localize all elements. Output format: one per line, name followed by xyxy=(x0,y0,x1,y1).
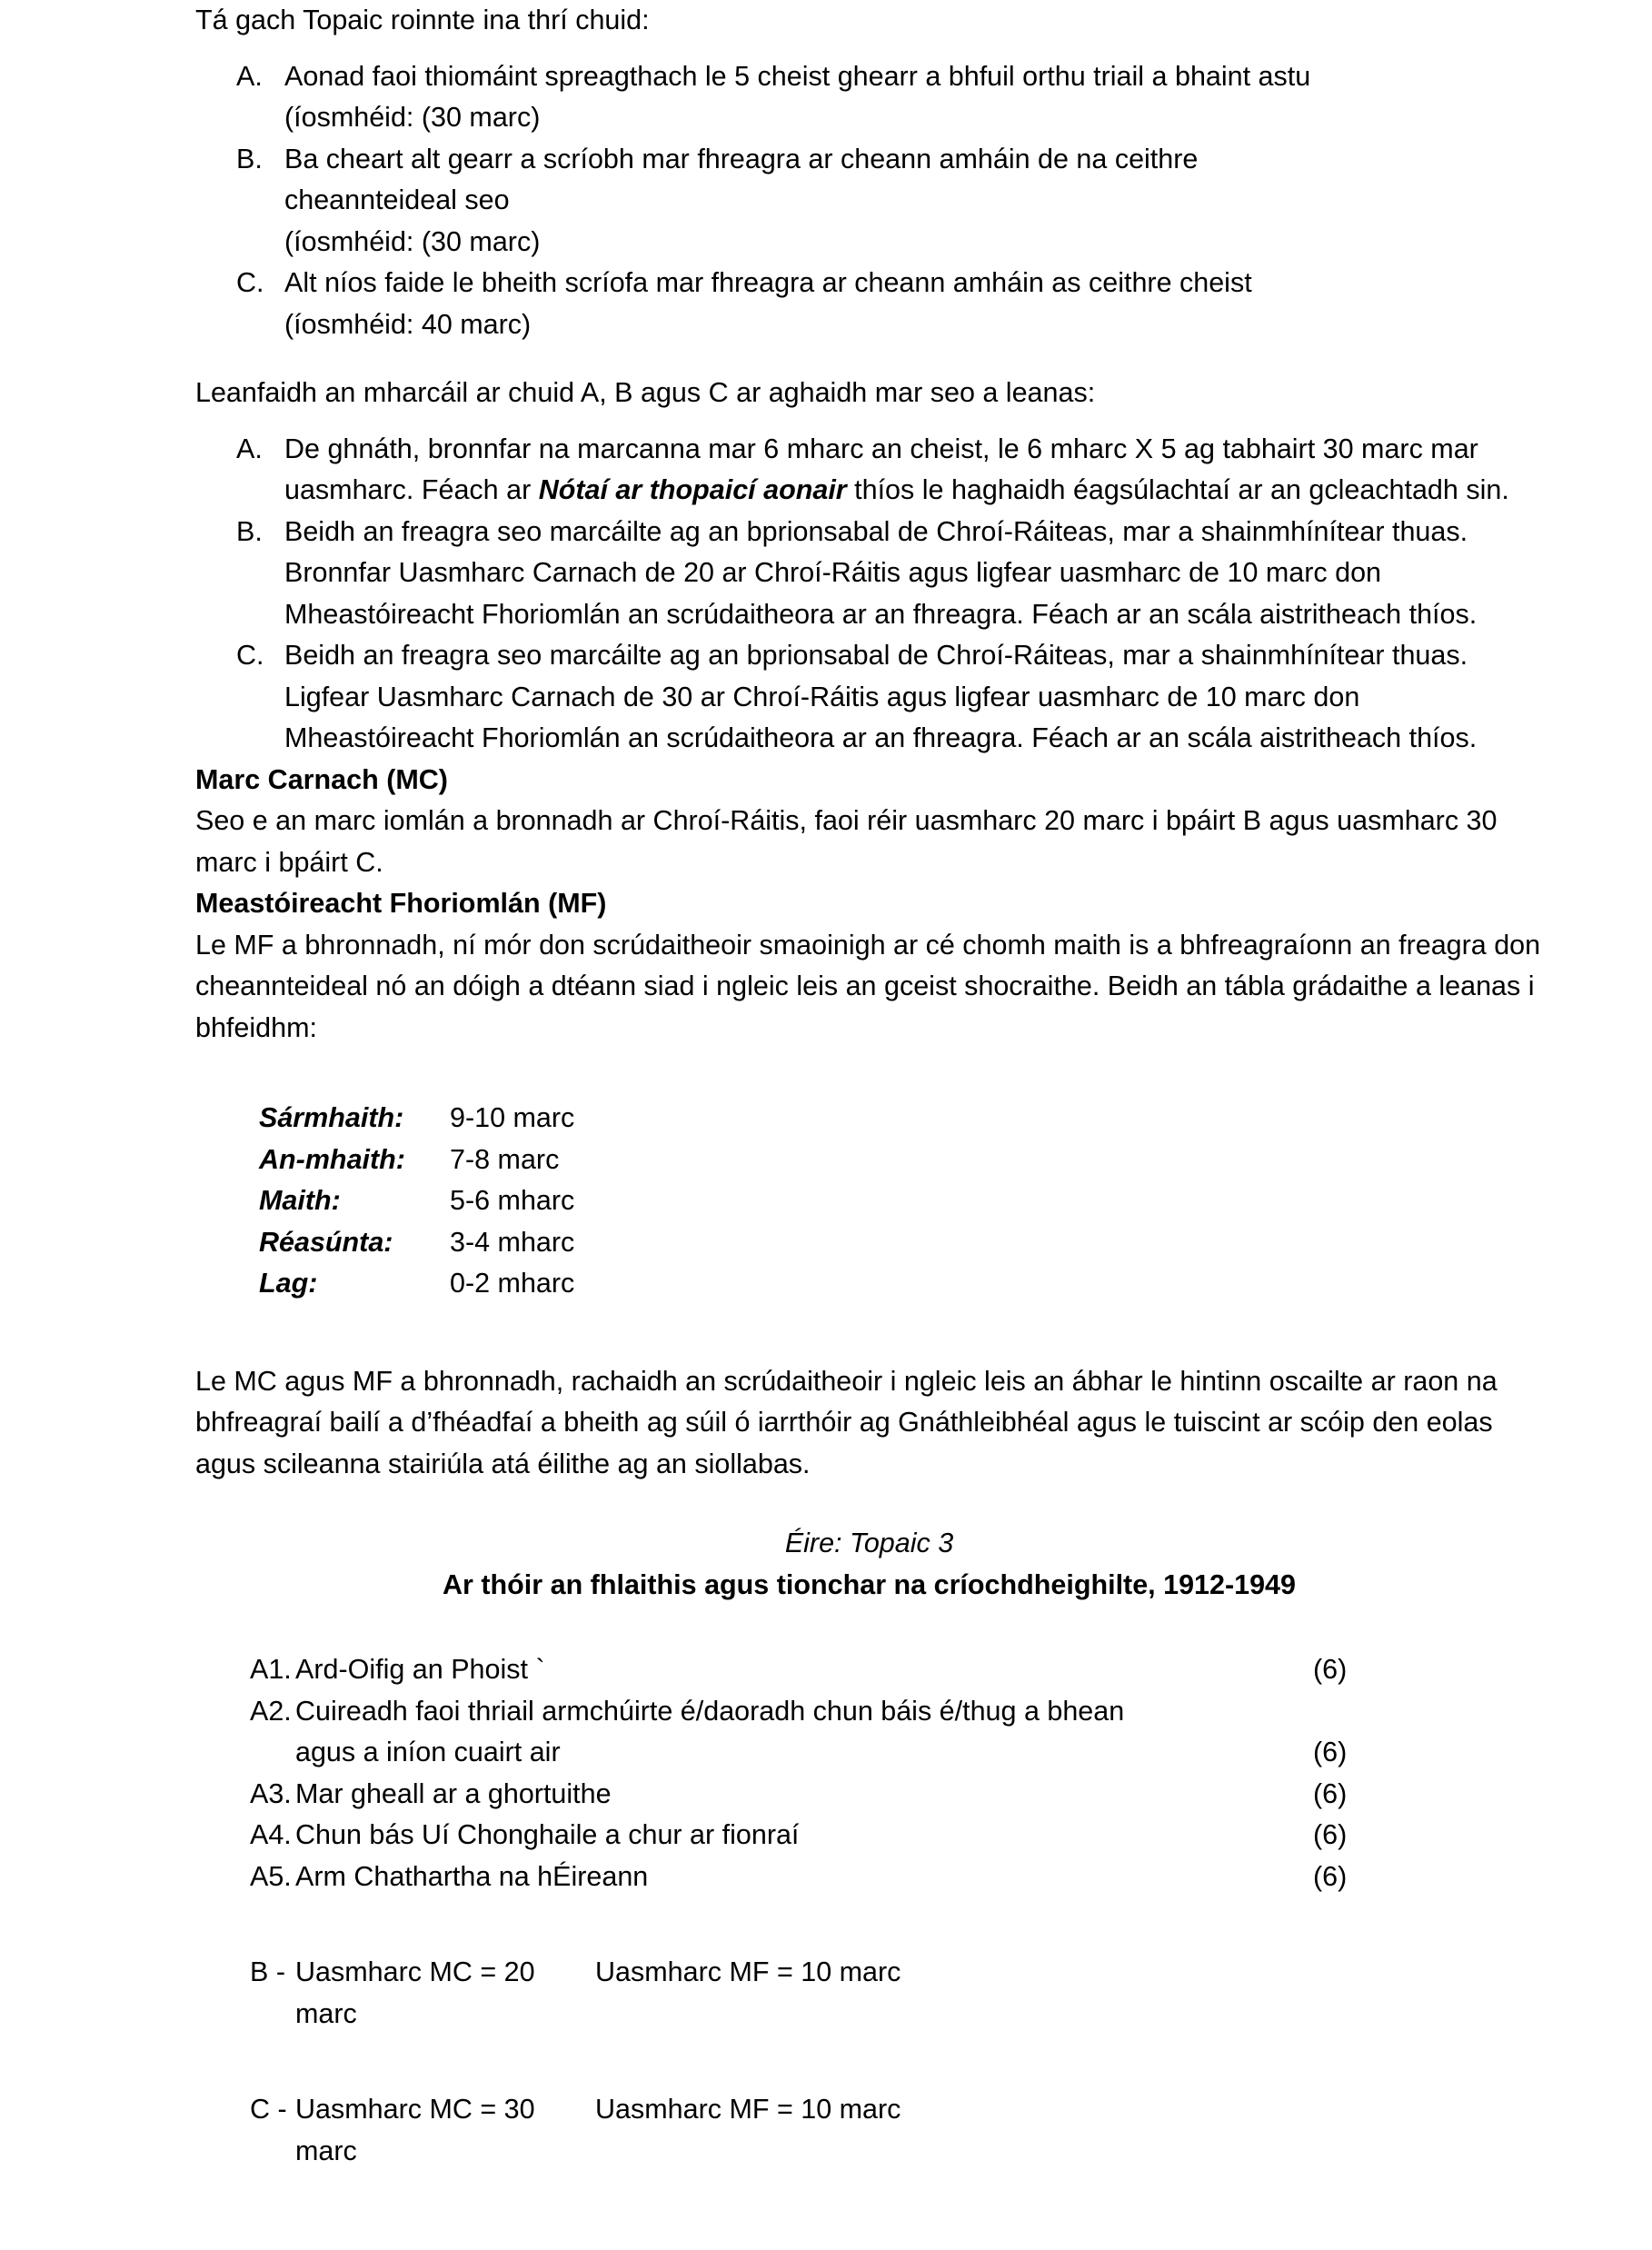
table-row xyxy=(195,1098,750,1140)
list-item xyxy=(195,56,1543,139)
mc-body: Seo e an marc iomlán a bronnadh ar Chroí-Ráitis, faoi réir uasmharc 20 marc i bpáirt B agus uasmharc 30 marc i bpáirt C. xyxy=(195,805,1498,878)
summary-mc: Uasmharc MC = 30 marc xyxy=(295,2094,535,2166)
marking-list xyxy=(195,429,1543,760)
question-marks: (6) xyxy=(1313,1860,1348,1892)
list-item xyxy=(195,635,1543,760)
list-line: Ba cheart alt gearr a scríobh mar fhreagra ar cheann amháin de na ceithre xyxy=(284,143,1199,174)
closing-paragraph: Le MC agus MF a bhronnadh, rachaidh an scrúdaitheoir i ngleic leis an ábhar le hintinn oscailte ar raon na bhfreagraí bailí a d’fhéadfaí a bheith ag súil ó iarrthóir ag Gnáthleibhéal agus le tuiscint ar scóip den eolas agus scileanna stairiúla atá éilithe ag an siollabas. xyxy=(195,1365,1498,1479)
table-row xyxy=(195,1140,750,1181)
list-line: (íosmhéid: 40 marc) xyxy=(284,308,532,340)
list-body xyxy=(284,635,1543,760)
list-item xyxy=(195,263,1543,345)
list-line: (íosmhéid: (30 marc) xyxy=(284,102,541,133)
question-marks: (6) xyxy=(1313,1737,1348,1767)
summary-row xyxy=(195,2089,1543,2172)
list-body xyxy=(284,139,1543,264)
list-item xyxy=(195,512,1543,636)
summary-code: C - xyxy=(250,2094,287,2125)
list-item xyxy=(195,429,1543,512)
question-text xyxy=(295,1691,1297,1774)
question-code: A3. xyxy=(250,1777,292,1809)
marking-text-before: De ghnáth, bronnfar na marcanna mar 6 mharc an cheist, le 6 mharc X 5 ag tabhairt 30 marc mar uasmharc. Féach ar xyxy=(284,433,1478,505)
question-text: Chun bás Uí Chonghaile a chur ar fionraí xyxy=(295,1819,800,1850)
list-line: cheannteideal seo xyxy=(284,184,510,215)
list-line: Alt níos faide le bheith scríofa mar fhreagra ar cheann amháin as ceithre cheist xyxy=(284,267,1252,298)
question-text-line: Cuireadh faoi thriail armchúirte é/daoradh chun báis é/thug a bhean xyxy=(295,1695,1125,1727)
list-marker: B. xyxy=(236,143,263,174)
list-item xyxy=(195,139,1543,264)
list-marker: A. xyxy=(236,433,263,464)
table-row xyxy=(195,1263,750,1305)
question-code: A4. xyxy=(250,1819,292,1850)
grade-label: Sármhaith: xyxy=(259,1102,404,1133)
question-text: Arm Chathartha na hÉireann xyxy=(295,1860,649,1892)
topic-title-block xyxy=(195,1523,1543,1606)
mf-body: Le MF a bhronnadh, ní mór don scrúdaitheoir smaoinigh ar cé chomh maith is a bhfreagraíonn an freagra don cheannteideal nó an dóigh a dtéann siad i ngleic leis an gceist shocraithe. Beidh an tábla grádaithe a leanas i bhfeidhm: xyxy=(195,929,1541,1043)
list-marker: B. xyxy=(236,515,263,547)
topic-subtitle: Éire: Topaic 3 xyxy=(784,1528,954,1558)
grade-label: Lag: xyxy=(259,1268,318,1299)
question-row xyxy=(195,1774,1395,1816)
question-marks: (6) xyxy=(1313,1777,1348,1809)
list-marker: C. xyxy=(236,640,264,671)
marking-emphasis: Nótaí ar thopaicí aonair xyxy=(538,474,847,505)
list-body xyxy=(284,56,1543,139)
grade-value: 3-4 mharc xyxy=(450,1226,575,1258)
marking-text-extra: Ligfear Uasmharc Carnach de 30 ar Chroí-Ráitis agus ligfear uasmharc de 10 marc don Mheastóireacht Fhoriomlán an scrúdaitheora ar an fhreagra. Féach ar an scála aistritheach thíos. xyxy=(284,681,1478,753)
marking-text-before: Beidh an freagra seo marcáilte ag an bprionsabal de Chroí-Ráiteas, mar a shainmhínítear thuas. xyxy=(284,515,1468,547)
question-code: A2. xyxy=(250,1695,292,1727)
summary-mf: Uasmharc MF = 10 marc xyxy=(595,2094,901,2125)
grade-table xyxy=(195,1098,750,1305)
mc-heading: Marc Carnach (MC) xyxy=(195,763,448,795)
table-row xyxy=(195,1180,750,1222)
question-marks: (6) xyxy=(1313,1819,1348,1850)
grade-value: 7-8 marc xyxy=(450,1143,560,1175)
question-code: A1. xyxy=(250,1654,292,1685)
grade-label: Réasúnta: xyxy=(259,1226,393,1258)
intro-lead: Tá gach Topaic roinnte ina thrí chuid: xyxy=(195,5,650,35)
question-marks: (6) xyxy=(1313,1654,1348,1685)
question-row xyxy=(195,1857,1395,1898)
list-body xyxy=(284,512,1543,636)
question-list xyxy=(195,1649,1395,1897)
grade-value: 0-2 mharc xyxy=(450,1268,575,1299)
list-body xyxy=(284,429,1543,512)
marking-lead: Leanfaidh an mharcáil ar chuid A, B agus C ar aghaidh mar seo a leanas: xyxy=(195,377,1096,408)
question-text-continuation: agus a iníon cuairt air xyxy=(295,1737,561,1767)
list-marker: C. xyxy=(236,267,264,298)
mf-heading: Meastóireacht Fhoriomlán (MF) xyxy=(195,888,607,919)
summary-code: B - xyxy=(250,1956,285,1987)
question-text: Ard-Oifig an Phoist ` xyxy=(295,1654,545,1685)
question-row xyxy=(195,1691,1395,1774)
grade-value: 5-6 mharc xyxy=(450,1185,575,1216)
summary-mf: Uasmharc MF = 10 marc xyxy=(595,1956,901,1987)
parts-list xyxy=(195,56,1543,346)
question-text: Mar gheall ar a ghortuithe xyxy=(295,1777,612,1809)
summary-list xyxy=(195,1952,1543,2172)
grade-label: An-mhaith: xyxy=(259,1143,405,1175)
list-line: Aonad faoi thiomáint spreagthach le 5 cheist ghearr a bhfuil orthu triail a bhaint astu xyxy=(284,60,1311,92)
question-row xyxy=(195,1649,1395,1691)
summary-row xyxy=(195,1952,1543,2035)
marking-text-extra: Bronnfar Uasmharc Carnach de 20 ar Chroí-Ráitis agus ligfear uasmharc de 10 marc don Mheastóireacht Fhoriomlán an scrúdaitheora ar an fhreagra. Féach ar an scála aistritheach thíos. xyxy=(284,557,1478,630)
list-body xyxy=(284,263,1543,345)
question-row xyxy=(195,1815,1395,1857)
topic-title: Ar thóir an fhlaithis agus tionchar na críochdheighilte, 1912-1949 xyxy=(443,1568,1296,1600)
list-marker: A. xyxy=(236,60,263,92)
question-code: A5. xyxy=(250,1860,292,1892)
grade-value: 9-10 marc xyxy=(450,1102,575,1133)
marking-text-after: thíos le haghaidh éagsúlachtaí ar an gcleachtadh sin. xyxy=(846,474,1509,505)
list-line: (íosmhéid: (30 marc) xyxy=(284,225,541,257)
grade-label: Maith: xyxy=(259,1185,341,1216)
table-row xyxy=(195,1222,750,1264)
summary-mc: Uasmharc MC = 20 marc xyxy=(295,1956,535,2029)
marking-text-before: Beidh an freagra seo marcáilte ag an bprionsabal de Chroí-Ráiteas, mar a shainmhínítear thuas. xyxy=(284,640,1468,671)
